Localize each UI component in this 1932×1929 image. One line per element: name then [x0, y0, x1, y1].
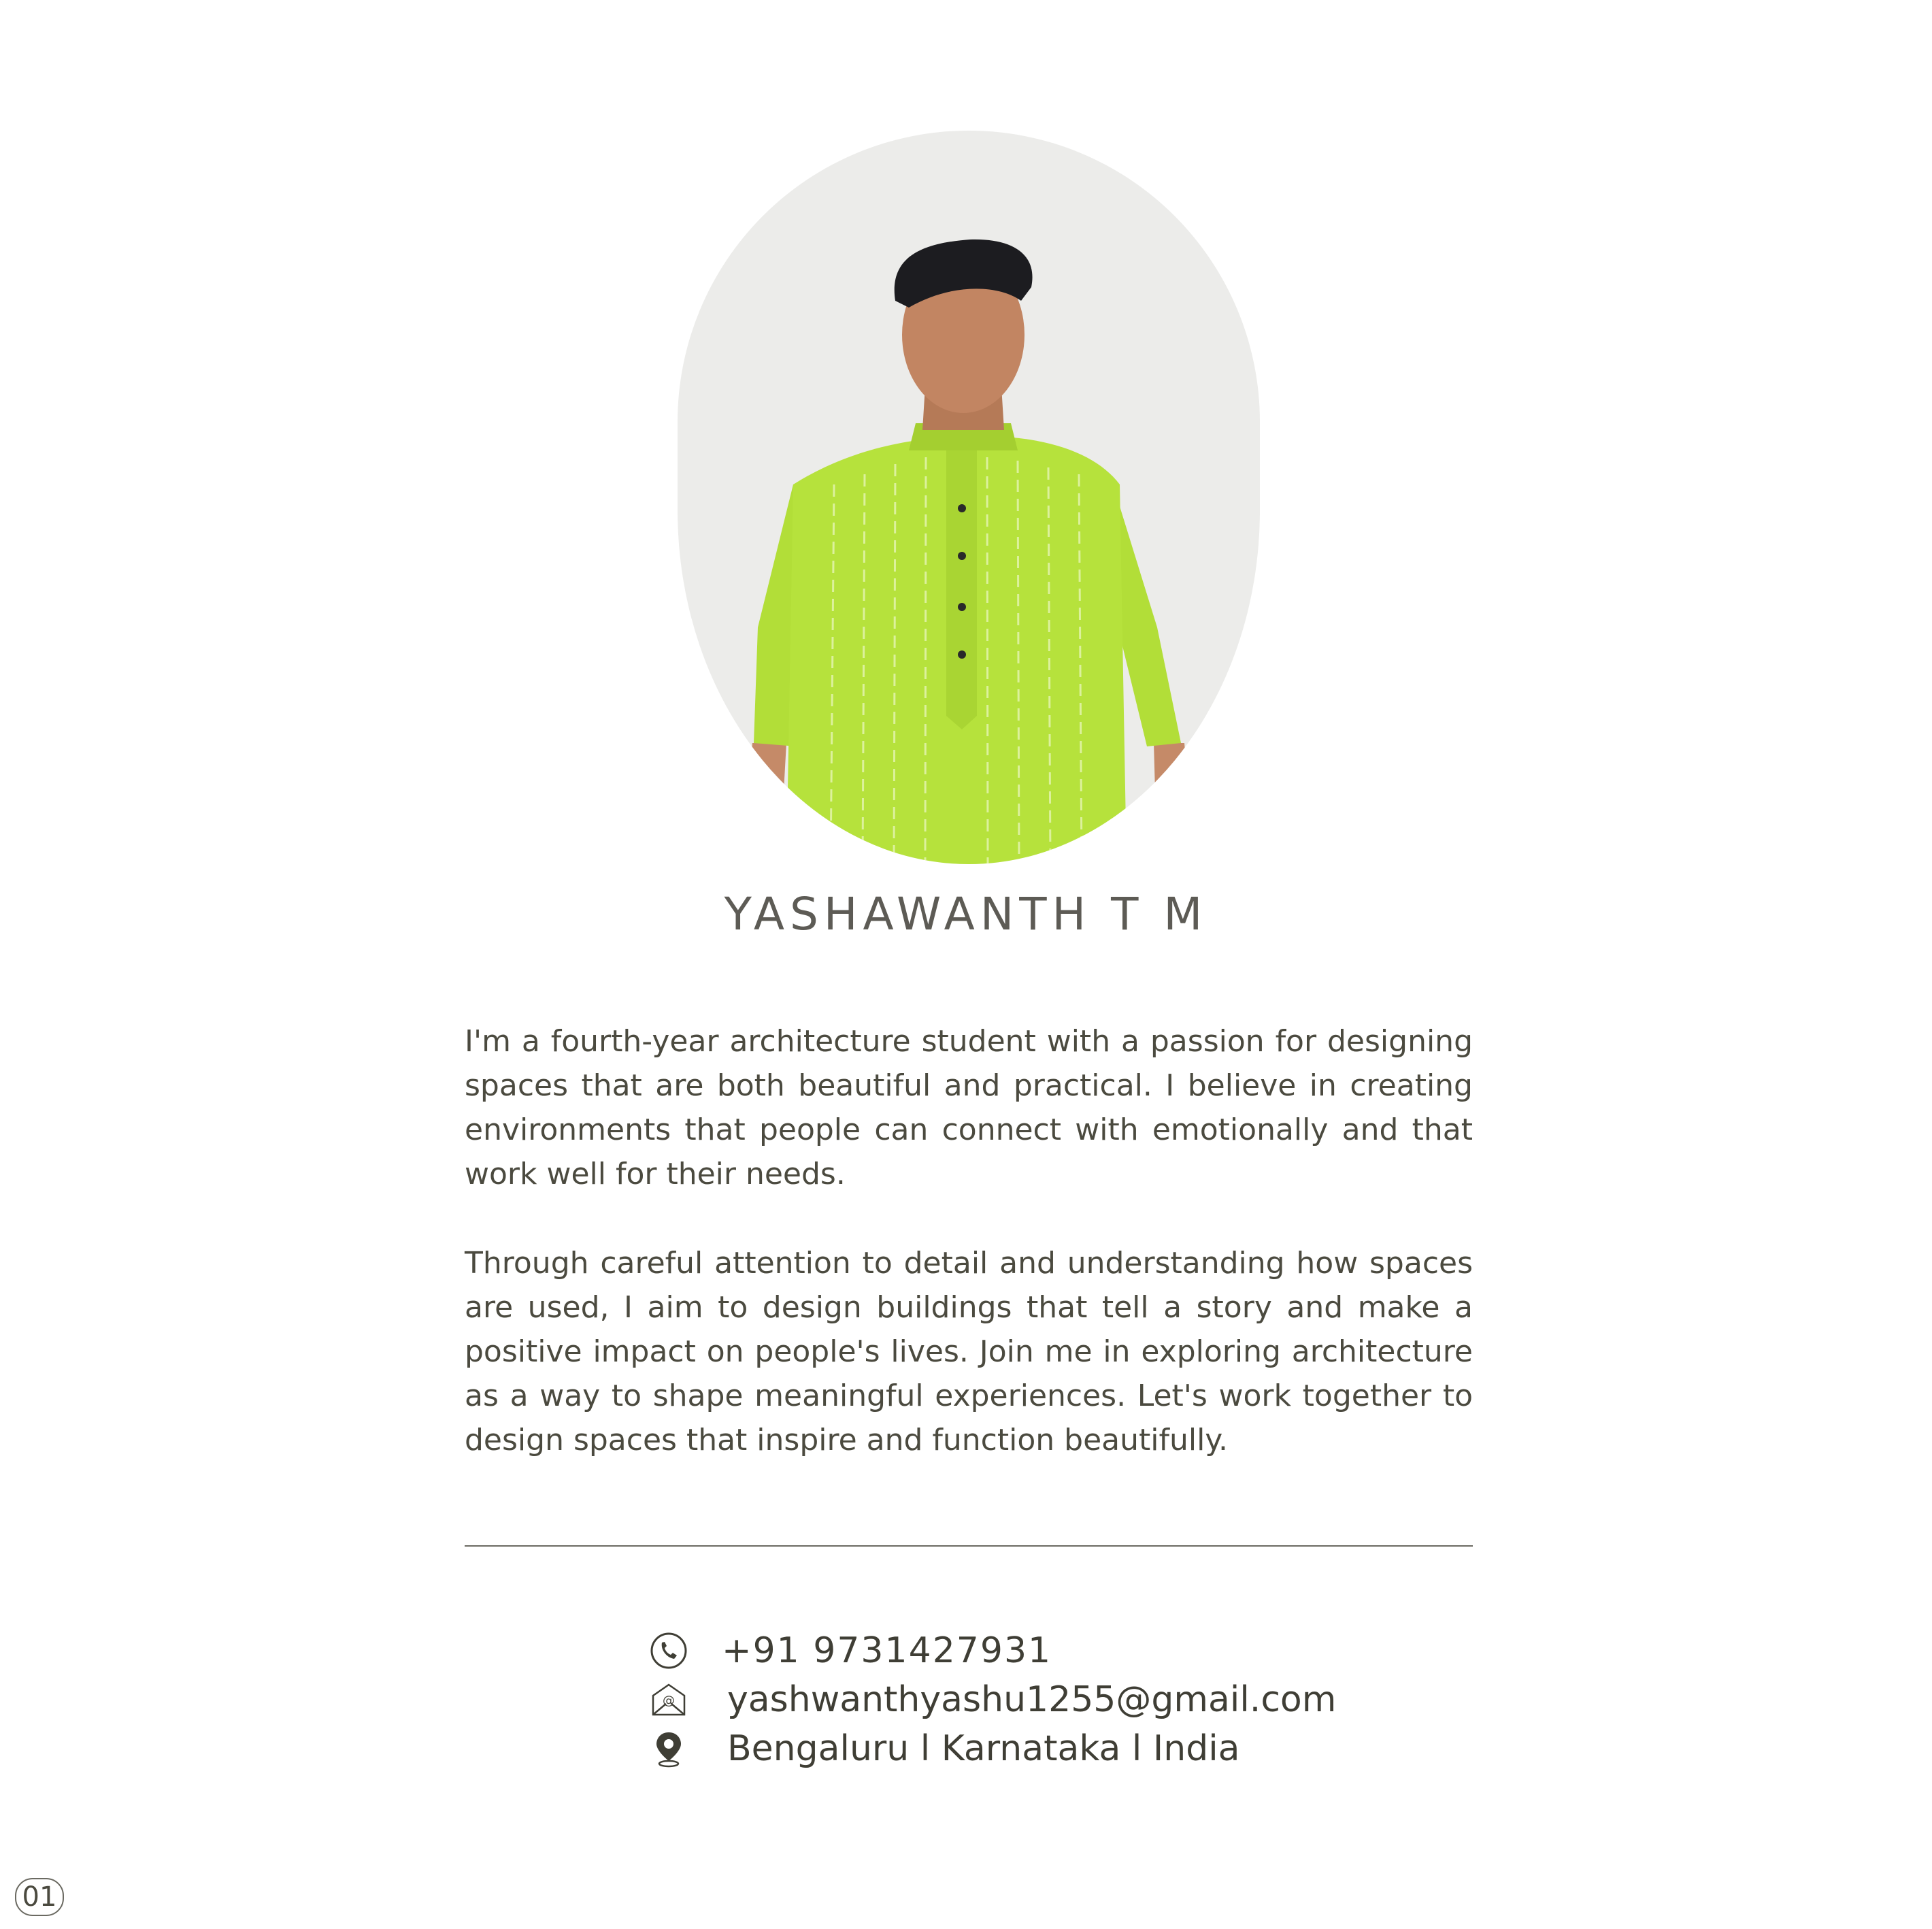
location-text: Bengaluru l Karnataka l India [727, 1728, 1240, 1769]
placket [946, 450, 977, 729]
left-arm [742, 743, 786, 864]
location-pin-icon [650, 1730, 688, 1768]
about-paragraph-2: Through careful attention to detail and understanding how spaces are used, I aim to design buildings that tell a story and make a positive impact on people's lives. Join me in exploring architecture as a way to shape meaningful experiences. Let's work together to design spaces that inspire and function beautifully. [465, 1246, 1473, 1457]
email-address[interactable]: yashwanthyashu1255@gmail.com [727, 1679, 1337, 1720]
portrait-photo [678, 131, 1260, 864]
phone-icon [650, 1632, 688, 1670]
svg-text:@: @ [663, 1694, 675, 1708]
right-arm [1154, 743, 1195, 864]
page-number: 01 [15, 1878, 64, 1916]
contact-location-row [650, 1727, 1240, 1770]
person-name: YASHAWANTH T M [724, 888, 1208, 940]
contact-email-row [650, 1678, 1336, 1721]
portrait-frame [678, 131, 1260, 864]
email-icon [650, 1681, 688, 1719]
section-divider [465, 1545, 1473, 1547]
about-paragraph-1: I'm a fourth-year architecture student with a passion for designing spaces that are both beautiful and practical. I believe in creating environments that people can connect with emotionally and that work well for their needs. [465, 1024, 1473, 1191]
contact-phone-row [650, 1629, 1052, 1672]
phone-number[interactable]: +91 9731427931 [722, 1630, 1052, 1671]
